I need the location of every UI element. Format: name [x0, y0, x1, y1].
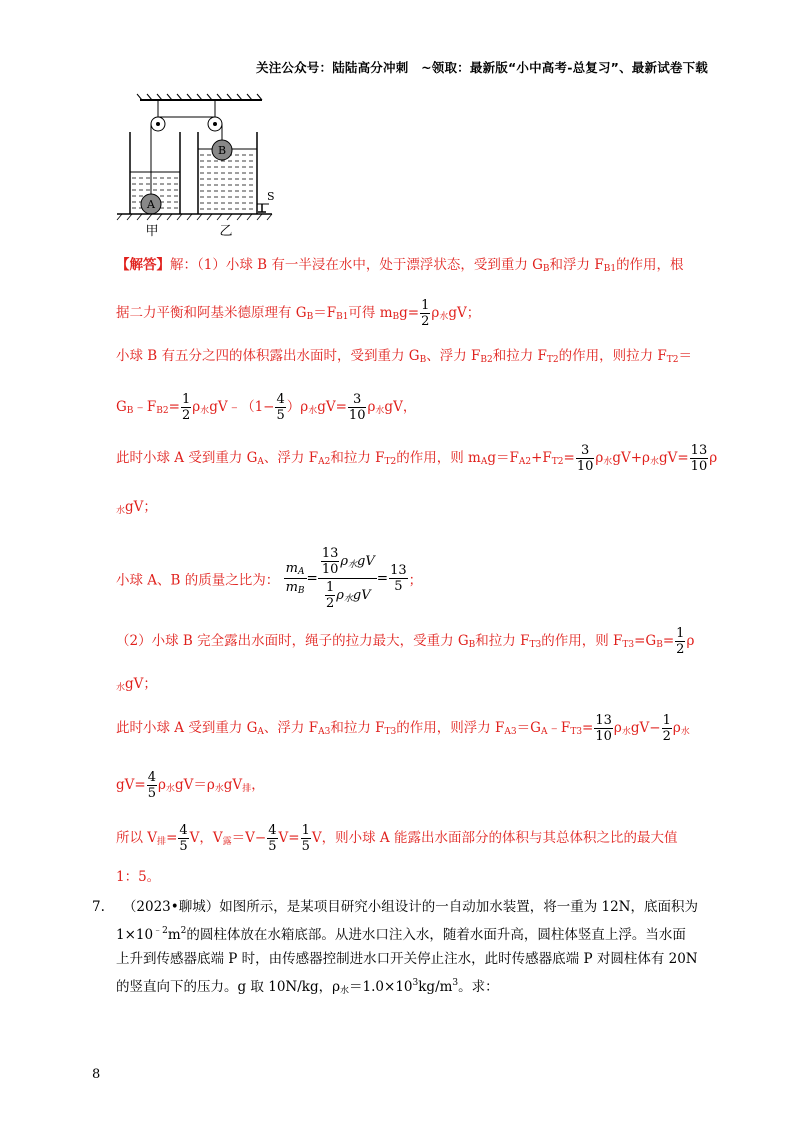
ball-a-label: A	[147, 198, 155, 211]
question-line-4: 的竖直向下的压力。g 取 10N/kg，$\rho_水=1.0\times 10^3kg/m^3$。求：	[116, 978, 499, 996]
label-jia: 甲	[145, 224, 159, 239]
answer-line-13: 1：5。	[116, 869, 161, 885]
page-header: 关注公众号：陆陆高分冲刺 ~领取：最新版“小中高考-总复习”、最新试卷下载	[256, 60, 708, 75]
question-line-3: 上升到传感器底端 P 时，由传感器控制进水口开关停止注水，此时传感器底端 P 对圆柱体有 20N	[116, 951, 698, 967]
answer-line-8: （2）小球 B 完全露出水面时，绳子的拉力最大，受重力 $G_B$和拉力 $F_{T3}$的作用，则 $F_{T3}=G_B=$ $\frac{1}{2}$ ρ	[116, 626, 695, 657]
answer-line-10: 此时小球 A 受到重力 $G_A$、浮力 $F_{A3}$和拉力 $F_{T3}$的作用，则浮力 $F_{A3}=G_A﹣F_{T3}=$ $\frac{13}{10}$ $\rho_水gV-$ $\frac{1}{2}$ $\rho_水$	[116, 713, 690, 744]
switch-label: S	[267, 190, 275, 203]
mass-ratio-fraction: $\frac{m_A}{m_B}$	[285, 561, 305, 596]
pulley-container-figure	[112, 92, 282, 242]
answer-line-5: 此时小球 A 受到重力 $G_A$、浮力 $F_{A2}$和拉力 $F_{T2}$的作用，则 $m_Ag=F_{A2}+F_{T2}=$ $\frac{3}{10}$ $\rho_水gV+\rho_水gV=$ $\frac{13}{10}$ ρ	[116, 443, 718, 474]
answer-line-6: $_水$gV；	[116, 499, 157, 516]
question-line-1: 7. （2023•聊城）如图所示，是某项目研究小组设计的一自动加水装置，将一重为 12N，底面积为	[92, 899, 698, 915]
answer-line-3: 小球 B 有五分之四的体积露出水面时，受到重力 $G_B$、浮力 $F_{B2}$和拉力 $F_{T2}$的作用，则拉力 $F_{T2}=$	[116, 348, 693, 365]
label-yi: 乙	[219, 224, 233, 239]
answer-line-4: $G_B﹣F_{B2}=$ $\frac{1}{2}$ $\rho_水gV﹣(1-$ $\frac{4}{5}$ ）$\rho_水gV=$ $\frac{3}{10}$ $\rho_水gV$，	[116, 392, 417, 423]
page-number: 8	[92, 1067, 101, 1082]
answer-line-9: $_水$gV；	[116, 676, 157, 693]
density-ratio-fraction: $\frac{13}{10}$ $\rho_水gV$ $\frac{1}{2}$ $\rho_水gV$	[318, 545, 377, 612]
question-line-2: $1\times 10^{﹣2}m^2$的圆柱体放在水箱底部。从进水口注入水，随着水面升高，圆柱体竖直上浮。当水面	[116, 926, 686, 943]
question-7	[92, 895, 722, 1003]
answer-line-2: 据二力平衡和阿基米德原理有 $G_B=F_{B1}$可得 $m_Bg=$ $\frac{1}{2}$ $\rho_水gV$；	[116, 298, 481, 329]
answer-line-11: gV= $\frac{4}{5}$ $\rho_水gV=\rho_水gV_排$，	[116, 770, 265, 801]
ball-b-label: B	[217, 144, 227, 157]
answer-line-1: 【解答】解：（1）小球 B 有一半浸在水中，处于漂浮状态，受到重力 $G_B$和浮力 $F_{B1}$的作用，根	[116, 257, 684, 274]
answer-line-7-mass-ratio: 小球 A、B 的质量之比为： $\frac{m_A}{m_B}$ = $\frac{13}{10}$ $\rho_水gV$ $\frac{1}{2}$ $\rho_水gV$ = $\frac{13}{5}$ ；	[116, 546, 423, 611]
answer-line-12: 所以 $V_排=$ $\frac{4}{5}$ V，$V_露=V-$ $\frac{4}{5}$ V= $\frac{1}{5}$ V，则小球 A 能露出水面部分的体积与其总体积之比的最大值	[116, 823, 678, 854]
